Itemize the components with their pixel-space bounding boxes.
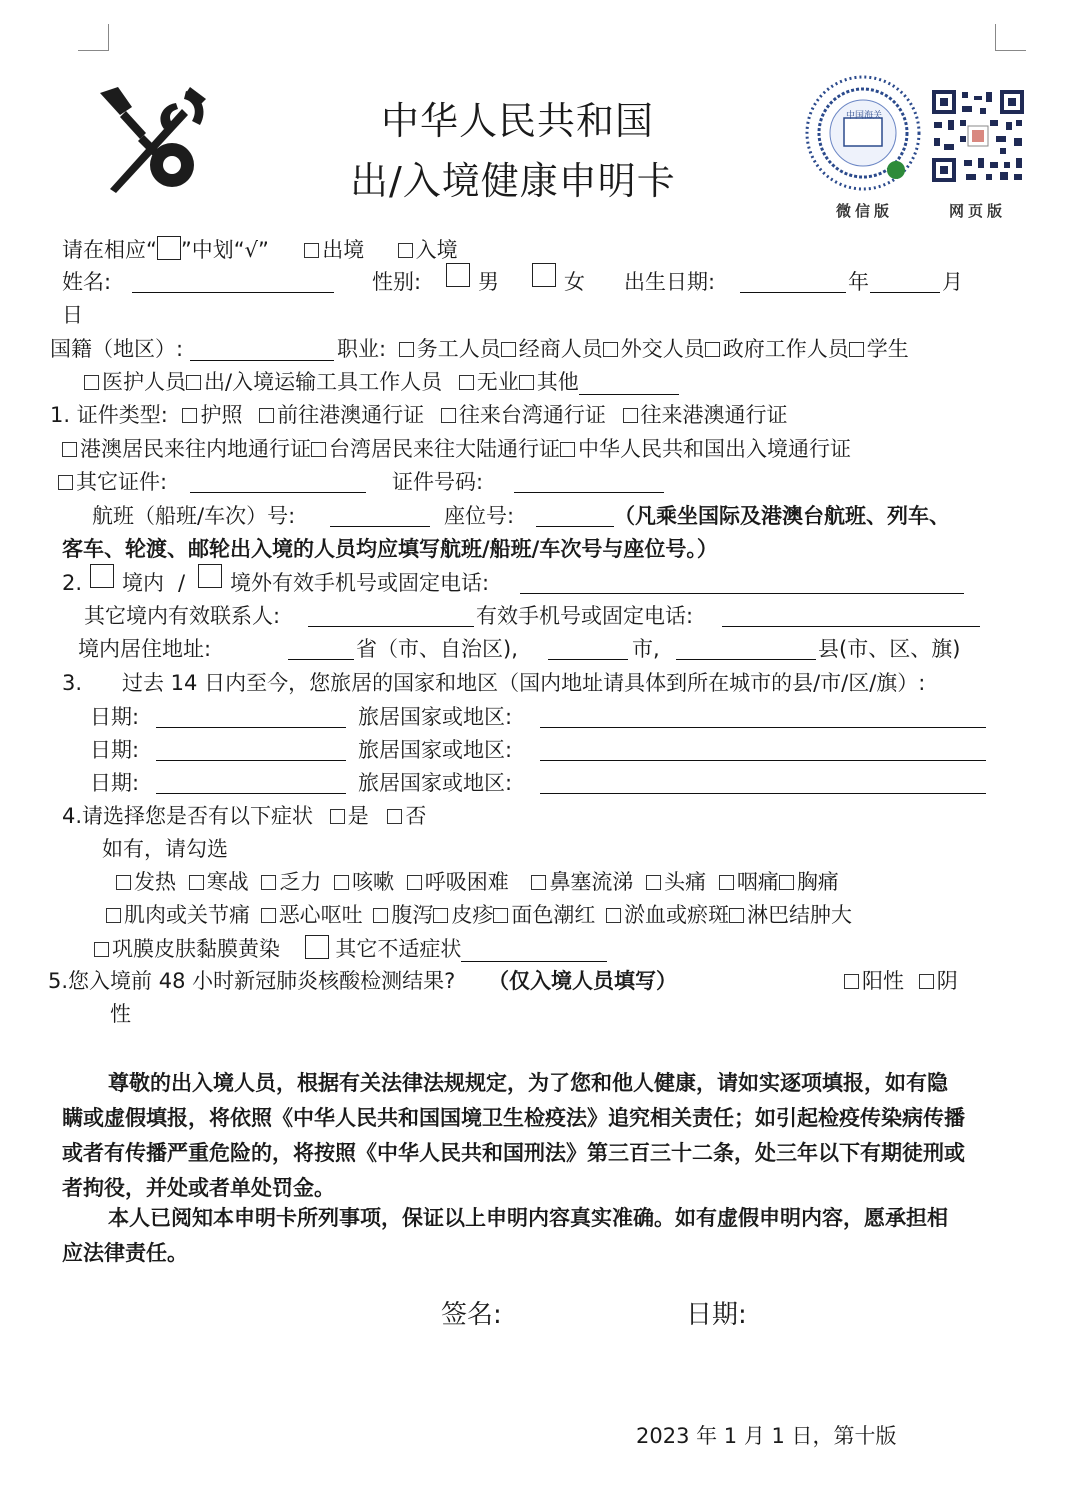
document-option: 港澳居民来往内地通行证 bbox=[80, 437, 311, 461]
contact-phone-label: 有效手机号或固定电话: bbox=[476, 604, 694, 628]
document-option: 前往港澳通行证 bbox=[277, 403, 425, 427]
county-field[interactable] bbox=[676, 637, 816, 660]
occupation-checkbox[interactable] bbox=[399, 342, 414, 357]
province-label: 省（市、自治区), bbox=[356, 637, 518, 661]
negative-label-part-1: 阴 bbox=[936, 969, 958, 993]
symptom-option: 咽痛 bbox=[736, 870, 779, 894]
symptom-other-checkbox[interactable] bbox=[305, 935, 329, 959]
document-type-label: 1. 证件类型: bbox=[50, 403, 168, 427]
county-label: 县(市、区、旗) bbox=[818, 637, 961, 661]
travel-history-question: 过去 14 日内至今，您旅居的国家和地区（国内地址请具体到所在城市的县/市/区/旗）: bbox=[122, 671, 926, 695]
domestic-phone-checkbox[interactable] bbox=[90, 564, 114, 588]
female-label: 女 bbox=[564, 270, 585, 294]
birth-month-field[interactable] bbox=[870, 270, 940, 293]
abroad-phone-label: 境外有效手机号或固定电话: bbox=[230, 571, 490, 595]
symptom-checkbox[interactable] bbox=[531, 875, 546, 890]
symptom-option: 发热 bbox=[134, 870, 176, 894]
travel-place-field[interactable] bbox=[540, 705, 986, 728]
occupation-option: 政府工作人员 bbox=[722, 337, 849, 361]
other-document-label: 其它证件: bbox=[76, 470, 168, 494]
instruction-suffix: ”中划“√” bbox=[180, 238, 269, 262]
exit-checkbox[interactable] bbox=[304, 243, 319, 258]
occupation-checkbox[interactable] bbox=[84, 375, 99, 390]
address-label: 境内居住地址: bbox=[78, 637, 212, 661]
occupation-option: 务工人员 bbox=[416, 337, 501, 361]
day-label: 日 bbox=[62, 303, 83, 327]
travel-place-field[interactable] bbox=[540, 771, 986, 794]
phone-field[interactable] bbox=[520, 571, 964, 594]
name-field[interactable] bbox=[132, 270, 334, 293]
symptom-checkbox[interactable] bbox=[779, 875, 794, 890]
occupation-option: 其他 bbox=[536, 370, 579, 394]
travel-place-label: 旅居国家或地区: bbox=[358, 771, 513, 795]
symptom-question: 4.请选择您是否有以下症状 bbox=[62, 804, 314, 828]
occupation-label: 职业: bbox=[337, 337, 387, 361]
test-result-options bbox=[844, 968, 958, 994]
symptom-option: 面色潮红 bbox=[511, 903, 596, 927]
symptom-option: 呼吸困难 bbox=[424, 870, 509, 894]
flight-note-line-2: 客车、轮渡、邮轮出入境的人员均应填写航班/船班/车次号与座位号。） bbox=[62, 537, 718, 561]
travel-date-field[interactable] bbox=[156, 705, 346, 728]
symptom-other-field[interactable] bbox=[461, 939, 607, 962]
seat-number-field[interactable] bbox=[536, 504, 614, 527]
symptom-checkbox[interactable] bbox=[189, 875, 204, 890]
section-3-number: 3. bbox=[62, 671, 83, 695]
symptom-no-label: 否 bbox=[405, 804, 427, 828]
travel-place-label: 旅居国家或地区: bbox=[358, 738, 513, 762]
test-result-question: 5.您入境前 48 小时新冠肺炎核酸检测结果? bbox=[48, 969, 456, 993]
symptom-option: 淤血或瘀斑 bbox=[624, 903, 730, 927]
symptom-option: 胸痛 bbox=[796, 870, 839, 894]
female-checkbox[interactable] bbox=[532, 263, 556, 287]
crop-mark-top-left bbox=[78, 24, 109, 51]
symptom-checkbox[interactable] bbox=[493, 908, 508, 923]
symptom-checkbox[interactable] bbox=[433, 908, 448, 923]
male-label: 男 bbox=[478, 270, 499, 294]
document-checkbox[interactable] bbox=[441, 408, 456, 423]
symptom-option: 鼻塞流涕 bbox=[549, 870, 634, 894]
symptom-checkbox[interactable] bbox=[116, 875, 131, 890]
symptoms-row-2 bbox=[106, 902, 852, 928]
occupation-checkbox[interactable] bbox=[705, 342, 720, 357]
occupation-option: 学生 bbox=[866, 337, 909, 361]
document-checkbox[interactable] bbox=[58, 475, 73, 490]
document-number-label: 证件号码: bbox=[392, 470, 484, 494]
qr-label-web: 网页版 bbox=[949, 202, 1007, 220]
instruction-prefix: 请在相应“ bbox=[62, 238, 157, 262]
flight-number-label: 航班（船班/车次）号: bbox=[92, 504, 296, 528]
negative-checkbox[interactable] bbox=[919, 974, 934, 989]
symptom-option: 淋巴结肿大 bbox=[747, 903, 853, 927]
male-checkbox[interactable] bbox=[446, 263, 470, 287]
travel-place-field[interactable] bbox=[540, 738, 986, 761]
birth-year-field[interactable] bbox=[740, 270, 846, 293]
occupation-option: 出/入境运输工具工作人员 bbox=[204, 370, 443, 394]
symptom-instruction: 如有，请勾选 bbox=[102, 837, 228, 861]
flight-note-line-1: （凡乘坐国际及港澳台航班、列车、 bbox=[614, 504, 950, 528]
declaration-paragraph-1: 尊敬的出入境人员，根据有关法律法规规定，为了您和他人健康，请如实逐项填报，如有隐瞒或虚假填报，将依照《中华人民共和国国境卫生检疫法》追究相关责任；如引起检疫传染病传播或者有传播严重危险的，将按照《中华人民共和国刑法》第三百三十二条，处三年以下有期徒刑或者拘役，并处或者单处罚金。 bbox=[62, 1071, 965, 1200]
web-qr-code[interactable] bbox=[930, 88, 1026, 184]
symptoms-row-3 bbox=[94, 935, 607, 962]
symptom-other-label: 其它不适症状 bbox=[335, 937, 462, 961]
qr-center-text: 中国海关 bbox=[846, 111, 883, 121]
document-type-row-1 bbox=[50, 402, 788, 428]
document-type-row-2 bbox=[62, 436, 851, 462]
positive-checkbox[interactable] bbox=[844, 974, 859, 989]
version-text: 2023 年 1 月 1 日，第十版 bbox=[636, 1424, 897, 1448]
occupation-checkbox[interactable] bbox=[519, 375, 534, 390]
city-label: 市, bbox=[632, 637, 660, 661]
gender-label: 性别: bbox=[372, 270, 422, 294]
document-checkbox[interactable] bbox=[62, 442, 77, 457]
document-checkbox[interactable] bbox=[623, 408, 638, 423]
occupation-checkbox[interactable] bbox=[603, 342, 618, 357]
document-option: 护照 bbox=[200, 403, 243, 427]
symptom-checkbox[interactable] bbox=[606, 908, 621, 923]
symptom-option: 腹泻 bbox=[391, 903, 434, 927]
crop-mark-top-right bbox=[995, 24, 1026, 51]
exit-label: 出境 bbox=[322, 238, 365, 262]
symptom-option: 乏力 bbox=[279, 870, 322, 894]
contact-phone-field[interactable] bbox=[722, 604, 980, 627]
contact-person-label: 其它境内有效联系人: bbox=[84, 604, 281, 628]
occupation-row-2 bbox=[84, 369, 679, 395]
nationality-label: 国籍（地区）: bbox=[50, 337, 184, 361]
test-result-note: （仅入境人员填写） bbox=[488, 969, 677, 993]
other-document-field[interactable] bbox=[190, 470, 366, 493]
symptom-yes-checkbox[interactable] bbox=[330, 809, 345, 824]
occupation-option: 经商人员 bbox=[518, 337, 603, 361]
signature-label: 签名: bbox=[441, 1300, 502, 1330]
abroad-phone-checkbox[interactable] bbox=[198, 564, 222, 588]
seat-number-label: 座位号: bbox=[444, 504, 515, 528]
symptom-checkbox[interactable] bbox=[646, 875, 661, 890]
symptom-option: 肌肉或关节痛 bbox=[124, 903, 250, 927]
symptom-option: 皮疹 bbox=[451, 903, 494, 927]
symptom-option: 巩膜皮肤黏膜黄染 bbox=[112, 937, 280, 961]
instruction-row bbox=[62, 236, 458, 263]
birth-date-label: 出生日期: bbox=[624, 270, 716, 294]
symptom-checkbox[interactable] bbox=[719, 875, 734, 890]
domestic-label: 境内 bbox=[122, 571, 164, 595]
occupation-checkbox[interactable] bbox=[849, 342, 864, 357]
occupation-other-field[interactable] bbox=[579, 372, 679, 395]
nationality-field[interactable] bbox=[190, 338, 334, 361]
travel-date-label: 日期: bbox=[90, 771, 140, 795]
symptom-checkbox[interactable] bbox=[334, 875, 349, 890]
wechat-qr-code[interactable] bbox=[800, 74, 926, 192]
occupation-option: 无业 bbox=[476, 370, 519, 394]
document-checkbox[interactable] bbox=[182, 408, 197, 423]
symptom-option: 头痛 bbox=[664, 870, 707, 894]
travel-date-field[interactable] bbox=[156, 771, 346, 794]
section-2-number: 2. bbox=[62, 571, 83, 595]
occupation-option: 医护人员 bbox=[102, 370, 186, 394]
month-label: 月 bbox=[942, 270, 963, 294]
occupation-option: 外交人员 bbox=[620, 337, 705, 361]
declaration-paragraph-2: 本人已阅知本申明卡所列事项，保证以上申明内容真实准确。如有虚假申明内容，愿承担相应法律责任。 bbox=[62, 1206, 948, 1265]
symptom-checkbox[interactable] bbox=[373, 908, 388, 923]
symptom-yes-label: 是 bbox=[347, 804, 369, 828]
negative-label-part-2: 性 bbox=[110, 1002, 131, 1026]
occupation-checkbox[interactable] bbox=[501, 342, 516, 357]
document-option: 中华人民共和国出入境通行证 bbox=[578, 437, 851, 461]
signature-date-label: 日期: bbox=[686, 1300, 747, 1330]
symptom-checkbox[interactable] bbox=[407, 875, 422, 890]
name-label: 姓名: bbox=[62, 270, 112, 294]
document-checkbox[interactable] bbox=[560, 442, 575, 457]
travel-date-label: 日期: bbox=[90, 705, 140, 729]
year-label: 年 bbox=[848, 270, 869, 294]
qr-label-wechat: 微信版 bbox=[836, 202, 894, 220]
city-field[interactable] bbox=[548, 637, 628, 660]
symptoms-row-1 bbox=[116, 869, 839, 895]
occupation-row-1 bbox=[337, 336, 909, 362]
entry-checkbox[interactable] bbox=[398, 243, 413, 258]
title-line-1: 中华人民共和国 bbox=[381, 99, 655, 143]
document-option: 往来港澳通行证 bbox=[640, 403, 788, 427]
document-option: 台湾居民来往大陆通行证 bbox=[329, 437, 560, 461]
symptom-checkbox[interactable] bbox=[261, 908, 276, 923]
symptom-checkbox[interactable] bbox=[261, 875, 276, 890]
symptom-option: 恶心呕吐 bbox=[278, 903, 363, 927]
document-checkbox[interactable] bbox=[311, 442, 326, 457]
province-field[interactable] bbox=[288, 637, 354, 660]
flight-number-field[interactable] bbox=[330, 504, 430, 527]
symptom-checkbox[interactable] bbox=[106, 908, 121, 923]
document-option: 往来台湾通行证 bbox=[458, 403, 606, 427]
occupation-checkbox[interactable] bbox=[459, 375, 474, 390]
document-checkbox[interactable] bbox=[259, 408, 274, 423]
phone-slash: / bbox=[178, 571, 186, 595]
document-number-field[interactable] bbox=[514, 470, 664, 493]
sample-checkbox bbox=[157, 236, 181, 260]
other-document-row bbox=[58, 469, 167, 495]
contact-person-field[interactable] bbox=[308, 604, 474, 627]
symptom-question-row bbox=[62, 803, 426, 829]
symptom-option: 寒战 bbox=[206, 870, 249, 894]
travel-date-label: 日期: bbox=[90, 738, 140, 762]
positive-label: 阳性 bbox=[862, 969, 904, 993]
title-line-2: 出/入境健康申明卡 bbox=[350, 159, 676, 203]
customs-emblem-icon bbox=[90, 85, 215, 195]
occupation-checkbox[interactable] bbox=[186, 375, 201, 390]
symptom-option: 咳嗽 bbox=[352, 870, 395, 894]
symptom-no-checkbox[interactable] bbox=[387, 809, 402, 824]
symptom-checkbox[interactable] bbox=[729, 908, 744, 923]
entry-label: 入境 bbox=[415, 238, 458, 262]
symptom-checkbox[interactable] bbox=[94, 942, 109, 957]
travel-place-label: 旅居国家或地区: bbox=[358, 705, 513, 729]
travel-date-field[interactable] bbox=[156, 738, 346, 761]
